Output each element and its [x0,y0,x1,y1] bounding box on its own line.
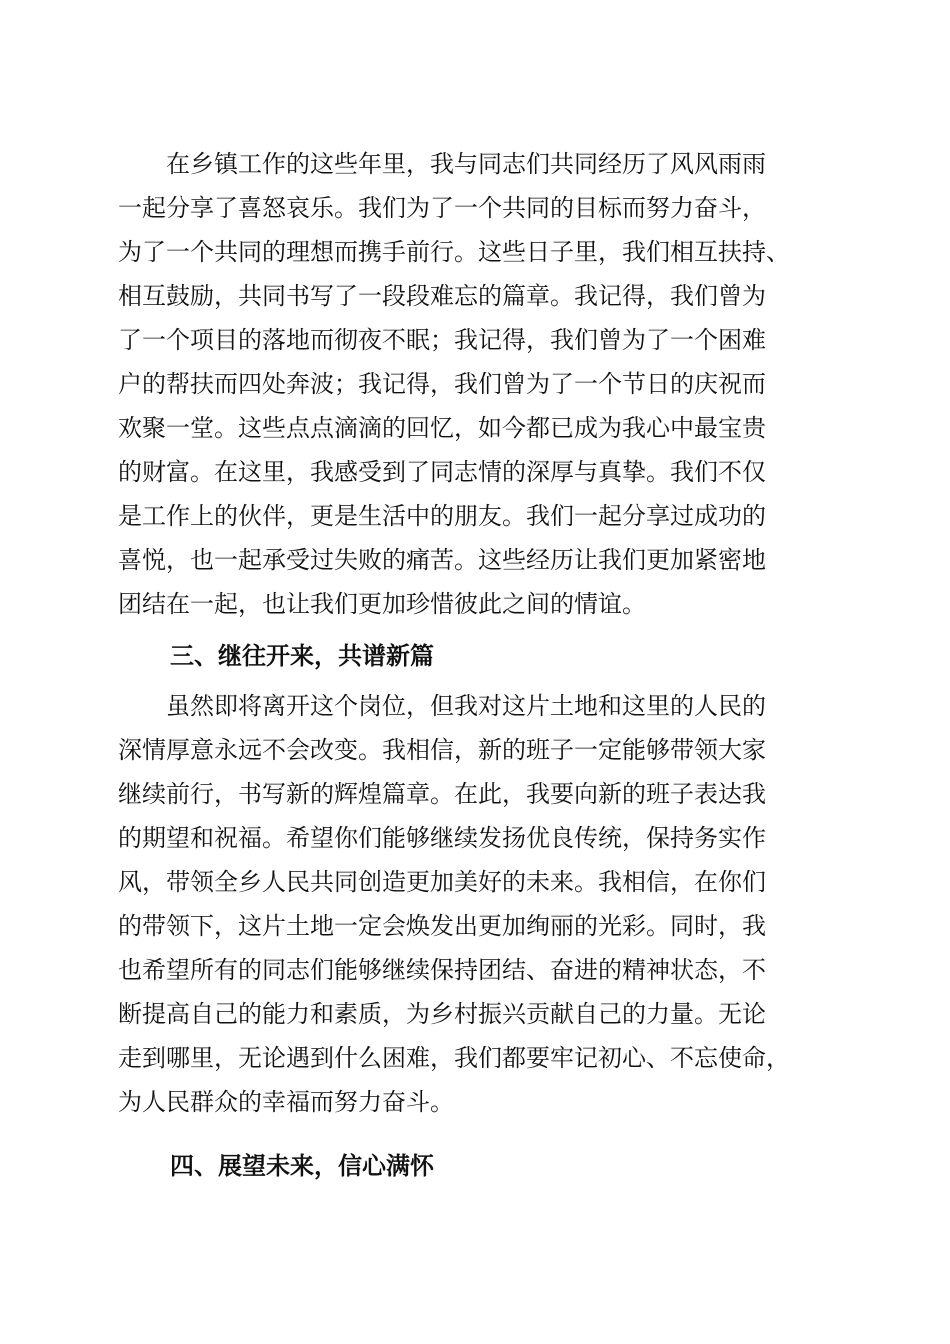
paragraph-line: 的带领下，这片土地一定会焕发出更加绚丽的光彩。同时，我 [118,912,766,940]
section-four-heading: 四、展望未来，信心满怀 [170,1152,434,1180]
paragraph-line: 在乡镇工作的这些年里，我与同志们共同经历了风风雨雨 [166,150,766,178]
section-two-paragraph [118,142,838,626]
paragraph-line: 继续前行，书写新的辉煌篇章。在此，我要向新的班子表达我 [118,780,766,808]
paragraph-line: 为了一个共同的理想而携手前行。这些日子里，我们相互扶持、 [118,238,790,266]
paragraph-line: 了一个项目的落地而彻夜不眠；我记得，我们曾为了一个困难 [118,326,766,354]
paragraph-line: 是工作上的伙伴，更是生活中的朋友。我们一起分享过成功的 [118,502,766,530]
paragraph-line: 断提高自己的能力和素质，为乡村振兴贡献自己的力量。无论 [118,1000,766,1028]
paragraph-line: 户的帮扶而四处奔波；我记得，我们曾为了一个节日的庆祝而 [118,370,766,398]
paragraph-line: 的期望和祝福。希望你们能够继续发扬优良传统，保持务实作 [118,824,766,852]
section-three-heading: 三、继往开来，共谱新篇 [170,642,434,670]
paragraph-line: 走到哪里，无论遇到什么困难，我们都要牢记初心、不忘使命， [118,1044,790,1072]
paragraph-line: 的财富。在这里，我感受到了同志情的深厚与真挚。我们不仅 [118,458,766,486]
paragraph-line: 虽然即将离开这个岗位，但我对这片土地和这里的人民的 [166,692,766,720]
paragraph-line: 团结在一起，也让我们更加珍惜彼此之间的情谊。 [118,590,646,618]
paragraph-line: 欢聚一堂。这些点点滴滴的回忆，如今都已成为我心中最宝贵 [118,414,766,442]
paragraph-line: 为人民群众的幸福而努力奋斗。 [118,1088,454,1116]
paragraph-line: 相互鼓励，共同书写了一段段难忘的篇章。我记得，我们曾为 [118,282,766,310]
paragraph-line: 深情厚意永远不会改变。我相信，新的班子一定能够带领大家 [118,736,766,764]
paragraph-line: 喜悦，也一起承受过失败的痛苦。这些经历让我们更加紧密地 [118,546,766,574]
paragraph-line: 也希望所有的同志们能够继续保持团结、奋进的精神状态，不 [118,956,766,984]
paragraph-line: 一起分享了喜怒哀乐。我们为了一个共同的目标而努力奋斗， [118,194,766,222]
section-three-paragraph [118,684,838,1124]
document-page [118,142,838,1194]
paragraph-line: 风，带领全乡人民共同创造更加美好的未来。我相信，在你们 [118,868,766,896]
